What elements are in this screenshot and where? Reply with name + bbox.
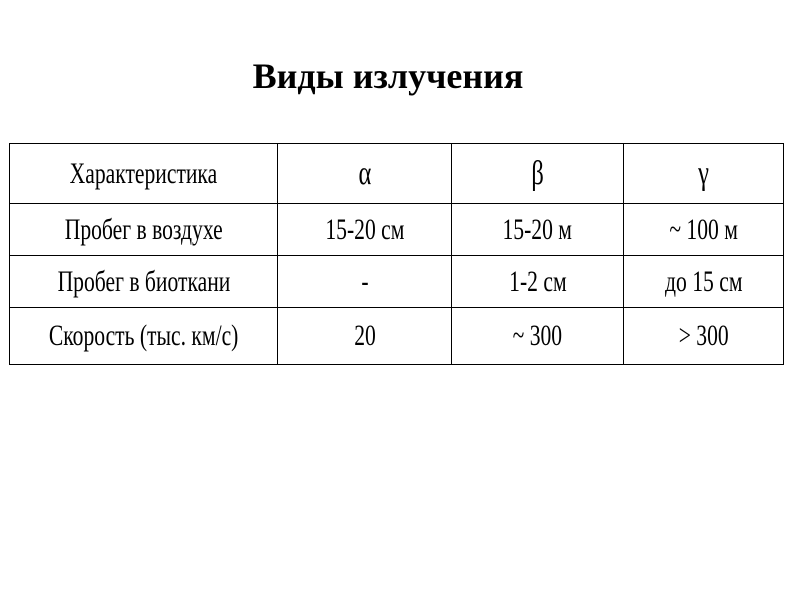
table-cell: - xyxy=(278,256,452,308)
slide-title: Виды излучения xyxy=(252,56,524,96)
table-row xyxy=(10,204,784,256)
row-label-cell: Скорость (тыс. км/с) xyxy=(10,308,278,365)
row-label-cell: Пробег в биоткани xyxy=(10,256,278,308)
table-row xyxy=(10,256,784,308)
table-row xyxy=(10,308,784,365)
table-cell: 1-2 см xyxy=(452,256,624,308)
table-cell: до 15 см xyxy=(624,256,784,308)
radiation-table xyxy=(9,143,784,365)
table-cell: ~ 100 м xyxy=(624,204,784,256)
table-cell: > 300 xyxy=(624,308,784,365)
table-cell: 15-20 см xyxy=(278,204,452,256)
table-cell: 20 xyxy=(278,308,452,365)
table-cell: ~ 300 xyxy=(452,308,624,365)
table-header-row xyxy=(10,144,784,204)
header-cell-alpha: α xyxy=(278,144,452,204)
header-cell-characteristic: Характеристика xyxy=(10,144,278,204)
header-cell-beta: β xyxy=(452,144,624,204)
header-cell-gamma: γ xyxy=(624,144,784,204)
row-label-cell: Пробег в воздухе xyxy=(10,204,278,256)
table-cell: 15-20 м xyxy=(452,204,624,256)
